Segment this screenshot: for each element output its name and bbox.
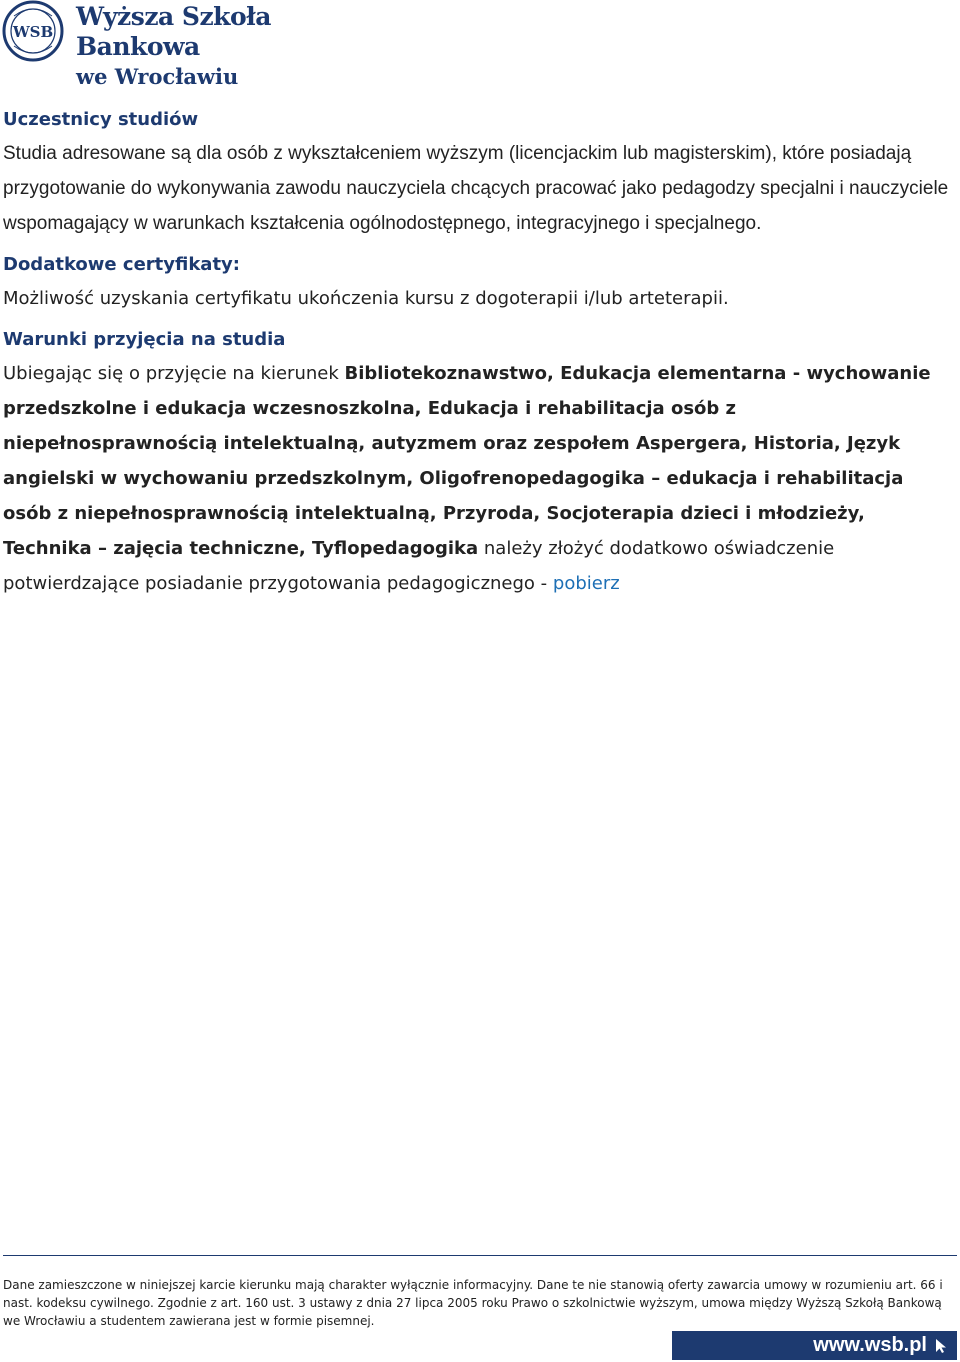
certificates-heading: Dodatkowe certyfikaty: — [3, 254, 240, 275]
logo-wordmark — [76, 2, 362, 92]
admission-outro: należy złożyć dodatkowo oświadczenie potwierdzające posiadanie przygotowania pedagogicznego - — [3, 538, 835, 594]
admission-intro: Ubiegając się o przyjęcie na kierunek — [3, 363, 345, 384]
admission-heading: Warunki przyjęcia na studia — [3, 329, 286, 350]
school-name-line2: we Wrocławiu — [76, 64, 239, 89]
download-link[interactable]: pobierz — [552, 573, 620, 594]
admission-text — [3, 356, 953, 601]
admission-programs: Bibliotekoznawstwo, Edukacja elementarna - wychowanie przedszkolne i edukacja wczesnoszkolna, Edukacja i rehabilitacja osób z niepełnosprawnością intelektualną, autyzmem oraz zespołem Aspergera, Historia, Język angielski w wychowaniu przedszkolnym, Oligofrenopedagogika – edukacja i rehabilitacja osób z niepełnosprawnością intelektualną, Przyroda, Socjoterapia dzieci i młodzieży, Technika – zajęcia techniczne, Tyflopedagogika — [3, 363, 931, 559]
school-name-line1: Wyższa Szkoła Bankowa — [76, 2, 271, 61]
website-url[interactable]: www.wsb.pl — [813, 1334, 927, 1356]
participants-heading: Uczestnicy studiów — [3, 109, 199, 130]
certificates-text: Możliwość uzyskania certyfikatu ukończenia kursu z dogoterapii i/lub arteterapii. — [3, 288, 729, 309]
seal-initials: WSB — [12, 23, 54, 41]
participants-text: Studia adresowane są dla osób z wykształceniem wyższym (licencjackim lub magisterskim), które posiadają przygotowanie do wykonywania zawodu nauczyciela chcących pracować jako pedagodzy specjalni i nauczyciele wspomagający w warunkach kształcenia ogólnodostępnego, integracyjnego i specjalnego. — [3, 143, 949, 234]
footer-disclaimer: Dane zamieszczone w niniejszej karcie kierunku mają charakter wyłącznie informacyjny. Dane te nie stanowią oferty zawarcia umowy w rozumieniu art. 66 i nast. kodeksu cywilnego. Zgodnie z art. 160 ust. 3 ustawy z dnia 27 lipca 2005 roku Prawo o szkolnictwie wyższym, umowa między Wyższą Szkołą Bankową we Wrocławiu a studentem zawierana jest w formie pisemnej. — [3, 1278, 943, 1328]
cursor-arrow-icon — [935, 1338, 949, 1354]
footer-divider — [3, 1255, 957, 1256]
wsb-seal-icon — [2, 0, 64, 62]
program-card-content — [3, 104, 953, 601]
school-logo — [2, 0, 362, 89]
footer-url-bar — [672, 1331, 957, 1360]
